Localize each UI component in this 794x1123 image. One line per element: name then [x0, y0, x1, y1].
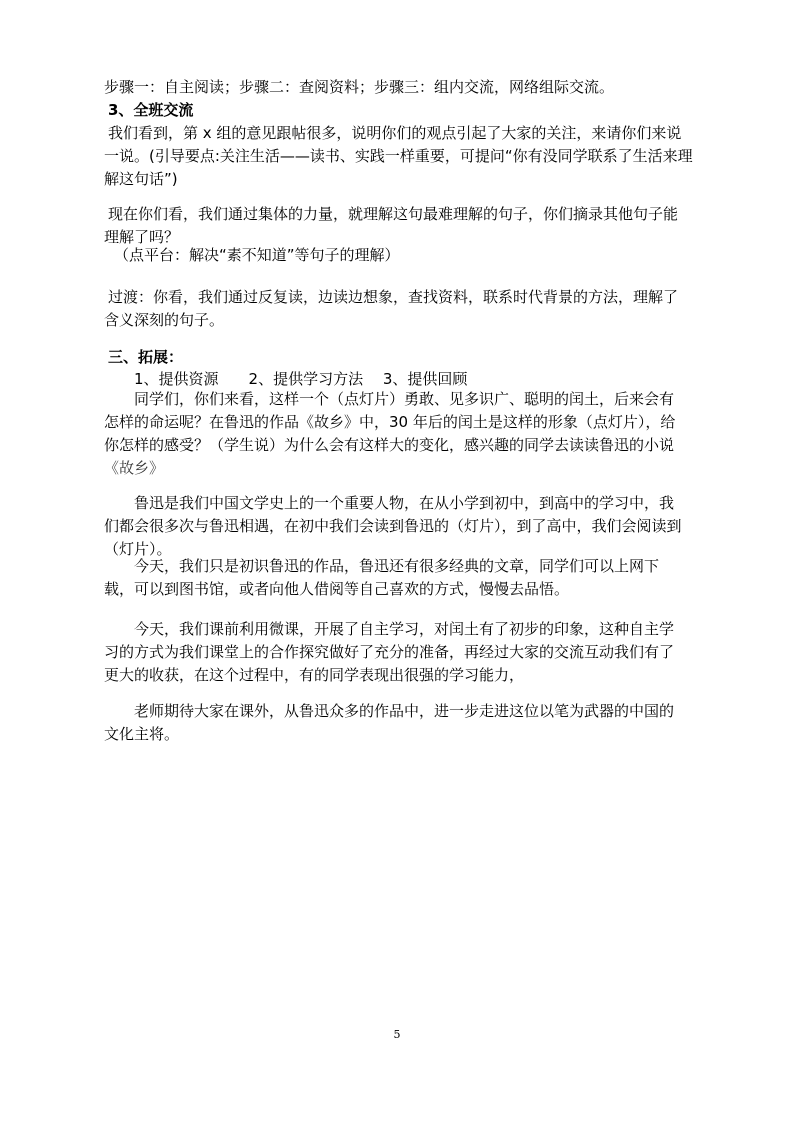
- paragraph-class-exchange: 我们看到，第 x 组的意见跟帖很多，说明你们的观点引起了大家的关注，来请你们来说 一说。(引导要点:关注生活——读书、实践一样重要，可提问“你有没同学联系了生活来理 解这句话”): [104, 124, 693, 188]
- extension-items: 1、提供资源 2、提供学习方法 3、提供回顾: [134, 370, 468, 388]
- paragraph-transition: 过渡：你看，我们通过反复读，边读边想象，查找资料，联系时代背景的方法，理解了 含义深刻的句子。: [104, 288, 679, 329]
- paragraph-collective-understanding: 现在你们看，我们通过集体的力量，就理解这句最难理解的句子，你们摘录其他句子能 理解了吗？: [104, 205, 679, 246]
- paragraph-luxun-importance: 鲁迅是我们中国文学史上的一个重要人物，在从小学到初中，到高中的学习中，我 们都会很多次与鲁迅相遇，在初中我们会读到鲁迅的（灯片），到了高中，我们会阅读到 （灯片）。: [104, 494, 682, 558]
- paragraph-runtu-fate: 同学们，你们来看，这样一个（点灯片）勇敢、见多识广、聪明的闰土，后来会有 怎样的命运呢？在鲁迅的作品《故乡》中，30 年后的闰土是这样的形象（点灯片），给 你怎样的感受？（学生说）为什么会有这样大的变化，感兴趣的同学去读读鲁迅的小说 《故乡》: [104, 390, 676, 477]
- paragraph-micro-lesson: 今天，我们课前利用微课，开展了自主学习，对闰土有了初步的印象，这种自主学 习的方式为我们课堂上的合作探究做好了充分的准备，再经过大家的交流互动我们有了 更大的收获，在这个过程中，有的同学表现出很强的学习能力，: [104, 620, 675, 684]
- section-3-heading: 3、全班交流: [108, 101, 194, 119]
- section-extension-heading: 三、拓展：: [108, 348, 184, 366]
- paragraph-teacher-expectation: 老师期待大家在课外，从鲁迅众多的作品中，进一步走进这位以笔为武器的中国的 文化主将。: [104, 702, 675, 743]
- platform-note: （点平台：解决“素不知道”等句子的理解）: [114, 246, 400, 264]
- steps-line: 步骤一：自主阅读；步骤二：查阅资料；步骤三：组内交流，网络组际交流。: [104, 78, 615, 96]
- page-number: 5: [393, 1028, 401, 1041]
- paragraph-today-reading: 今天，我们只是初识鲁迅的作品，鲁迅还有很多经典的文章，同学们可以上网下 载，可以到图书馆，或者向他人借阅等自己喜欢的方式，慢慢去品悟。: [104, 557, 660, 598]
